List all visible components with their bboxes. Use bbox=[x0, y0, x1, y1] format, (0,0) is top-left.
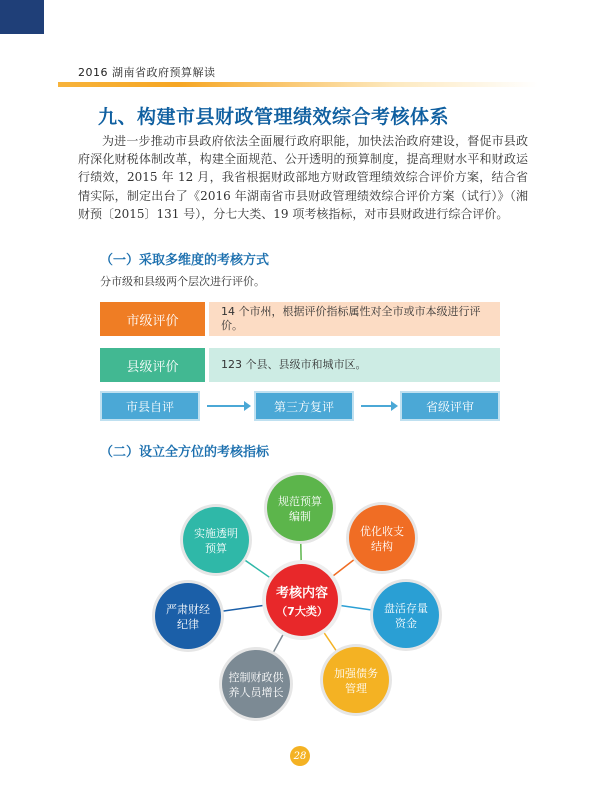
assessment-node bbox=[222, 650, 290, 718]
subsection-title-1: （一）采取多维度的考核方式 bbox=[100, 253, 270, 268]
center-label-line1: 考核内容 bbox=[275, 586, 329, 601]
node-label-line1: 规范预算 bbox=[278, 495, 322, 508]
node-label-line1: 优化收支 bbox=[360, 525, 404, 538]
assessment-node bbox=[183, 507, 249, 573]
running-header: 2016 湖南省政府预算解读 bbox=[78, 66, 216, 79]
assessment-node bbox=[373, 582, 439, 648]
node-label-line2: 编制 bbox=[289, 510, 311, 523]
section-title: 九、构建市县财政管理绩效综合考核体系 bbox=[98, 106, 450, 128]
evaluation-row-county bbox=[100, 348, 500, 382]
header-divider bbox=[58, 82, 538, 87]
assessment-node bbox=[155, 583, 221, 649]
assessment-node bbox=[267, 475, 333, 541]
node-label-line2: 纪律 bbox=[177, 618, 199, 631]
evaluation-row-city bbox=[100, 302, 500, 336]
evaluation-flow bbox=[100, 391, 500, 421]
node-label-line2: 预算 bbox=[205, 542, 227, 555]
corner-decoration bbox=[0, 0, 44, 34]
page-number: 28 bbox=[290, 746, 310, 766]
subsection-title-2: （二）设立全方位的考核指标 bbox=[100, 445, 270, 460]
node-label-line2: 养人员增长 bbox=[228, 686, 284, 699]
node-label-line2: 资金 bbox=[395, 617, 417, 630]
node-label-line1: 严肃财经 bbox=[166, 603, 210, 616]
node-label-line1: 盘活存量 bbox=[384, 602, 428, 615]
assessment-diagram bbox=[0, 460, 600, 750]
row-label: 市级评价 bbox=[100, 302, 205, 336]
flow-arrow-icon bbox=[207, 405, 245, 407]
row-label: 县级评价 bbox=[100, 348, 205, 382]
flow-arrow-icon bbox=[361, 405, 392, 407]
center-label-line2: （7大类） bbox=[276, 605, 328, 618]
assessment-node bbox=[323, 647, 389, 713]
flow-step-provincial-review: 省级评审 bbox=[400, 391, 500, 421]
subsection-intro: 分市级和县级两个层次进行评价。 bbox=[100, 275, 265, 288]
node-label-line2: 结构 bbox=[371, 540, 393, 553]
row-description: 123 个县、县级市和城市区。 bbox=[209, 348, 500, 382]
node-label-line1: 实施透明 bbox=[194, 527, 238, 540]
flow-step-self-evaluation: 市县自评 bbox=[100, 391, 200, 421]
node-label-line2: 管理 bbox=[345, 682, 367, 695]
node-label-line1: 控制财政供 bbox=[228, 671, 284, 684]
flow-step-third-party-review: 第三方复评 bbox=[254, 391, 354, 421]
section-body: 为进一步推动市县政府依法全面履行政府职能，加快法治政府建设，督促市县政府深化财税体制改革，构建全面规范、公开透明的预算制度，提高理财水平和财政运行绩效，2015 年 12 月，我省根据财政部地方财政管理绩效综合评价方案，结合省情实际，制定出台了《2016 年湖南省市县财政管理绩效综合评价方案（试行）》（湘财预〔2015〕131 号），分七大类、19 项考核指标，对市县财政进行综合评价。 bbox=[78, 134, 528, 221]
node-label-line1: 加强债务 bbox=[334, 667, 378, 680]
assessment-node bbox=[349, 505, 415, 571]
row-description: 14 个市州，根据评价指标属性对全市或市本级进行评价。 bbox=[209, 302, 500, 336]
